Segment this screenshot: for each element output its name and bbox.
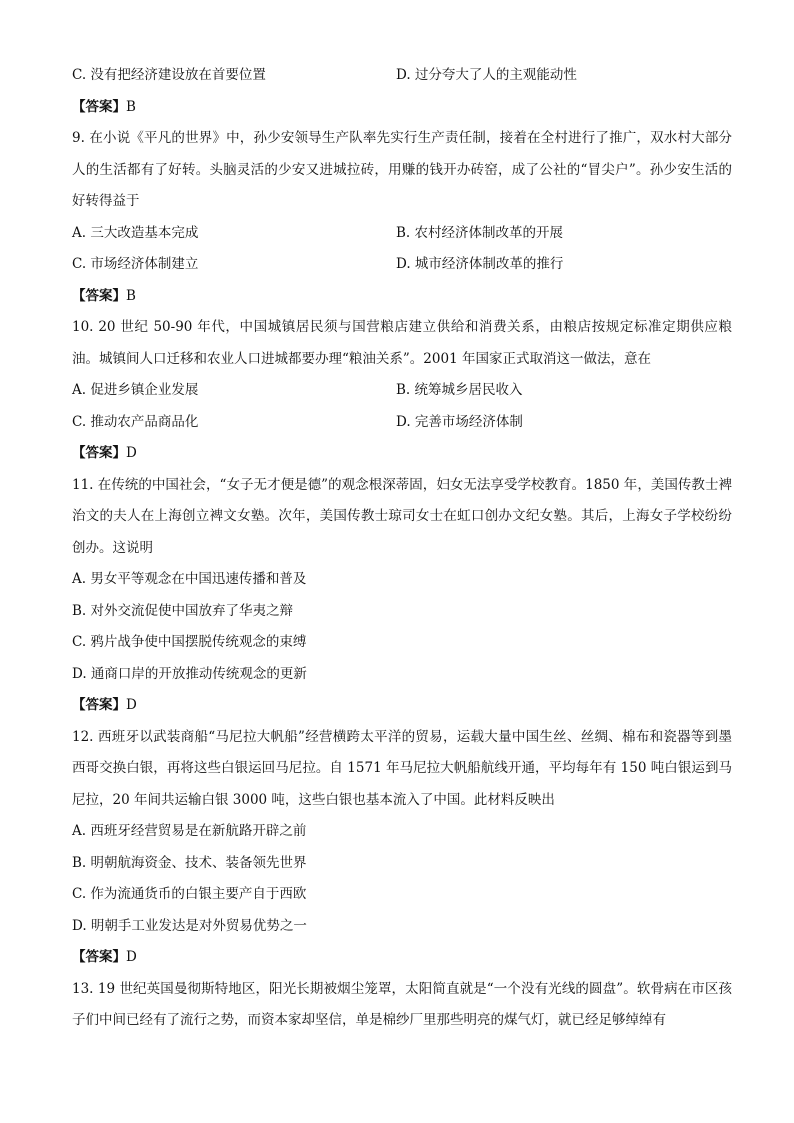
q9-option-d[interactable]: D. 城市经济体制改革的推行 bbox=[396, 256, 564, 272]
answer-value: B bbox=[126, 98, 136, 115]
q12-answer bbox=[72, 942, 732, 974]
q10-option-b[interactable]: B. 统筹城乡居民收入 bbox=[396, 382, 523, 398]
q13-stem: 13. 19 世纪英国曼彻斯特地区，阳光长期被烟尘笼罩，太阳简直就是“一个没有光线的圆盘”。软骨病在市区孩子们中间已经有了流行之势，而资本家却坚信，单是棉纱厂里那些明亮的煤气灯，就已经足够绰绰有 bbox=[72, 980, 732, 1028]
q10-option-d[interactable]: D. 完善市场经济体制 bbox=[396, 413, 523, 430]
q9-options-row-cd bbox=[72, 249, 732, 281]
q11-option-a[interactable]: A. 男女平等观念在中国迅速传播和普及 bbox=[72, 571, 307, 587]
q11-option-d[interactable]: D. 通商口岸的开放推动传统观念的更新 bbox=[72, 665, 307, 682]
q10-option-c[interactable]: C. 推动农产品商品化 bbox=[72, 413, 199, 430]
answer-value: B bbox=[126, 287, 136, 304]
q12-option-b[interactable]: B. 明朝航海资金、技术、装备领先世界 bbox=[72, 854, 307, 871]
answer-value: D bbox=[126, 949, 137, 965]
q8-option-d[interactable]: D. 过分夸大了人的主观能动性 bbox=[396, 67, 577, 83]
q9-option-b[interactable]: B. 农村经济体制改革的开展 bbox=[396, 224, 564, 241]
answer-value: D bbox=[126, 445, 137, 461]
q9-answer bbox=[72, 281, 732, 313]
q9-option-c[interactable]: C. 市场经济体制建立 bbox=[72, 256, 199, 272]
answer-label: 【答案】 bbox=[72, 445, 126, 461]
answer-value: D bbox=[126, 697, 137, 713]
q8-options-row-cd bbox=[72, 60, 732, 92]
answer-label: 【答案】 bbox=[72, 287, 126, 304]
q11-option-b[interactable]: B. 对外交流促使中国放弃了华夷之辩 bbox=[72, 602, 294, 619]
q10-options-row-cd bbox=[72, 407, 732, 439]
q8-answer bbox=[72, 92, 732, 124]
q11-option-c[interactable]: C. 鸦片战争使中国摆脱传统观念的束缚 bbox=[72, 634, 307, 650]
q10-option-a[interactable]: A. 促进乡镇企业发展 bbox=[72, 382, 199, 398]
q10-answer bbox=[72, 438, 732, 470]
q12-option-c[interactable]: C. 作为流通货币的白银主要产自于西欧 bbox=[72, 886, 307, 902]
answer-label: 【答案】 bbox=[72, 697, 126, 713]
q12-stem: 12. 西班牙以武装商船“马尼拉大帆船”经营横跨太平洋的贸易，运载大量中国生丝、丝绸、棉布和瓷器等到墨西哥交换白银，再将这些白银运回马尼拉。自 1571 年马尼拉大帆船航线开通，平均每年有 150 吨白银运到马尼拉，20 年间共运输白银 3000 吨，这些白银也基本流入了中国。此材料反映出 bbox=[72, 728, 732, 808]
q12-option-a[interactable]: A. 西班牙经营贸易是在新航路开辟之前 bbox=[72, 823, 307, 839]
q10-options-row-ab bbox=[72, 375, 732, 407]
answer-label: 【答案】 bbox=[72, 949, 126, 965]
q10-stem: 10. 20 世纪 50-90 年代，中国城镇居民须与国营粮店建立供给和消费关系，由粮店按规定标准定期供应粮油。城镇间人口迁移和农业人口进城都要办理“粮油关系”。2001 年国家正式取消这一做法，意在 bbox=[72, 319, 732, 367]
answer-label: 【答案】 bbox=[72, 98, 126, 115]
q11-stem: 11. 在传统的中国社会，“女子无才便是德”的观念根深蒂固，妇女无法享受学校教育。1850 年，美国传教士裨治文的夫人在上海创立裨文女塾。次年，美国传教士琼司女士在虹口创办文纪女塾。其后，上海女子学校纷纷创办。这说明 bbox=[72, 476, 732, 556]
q12-option-d[interactable]: D. 明朝手工业发达是对外贸易优势之一 bbox=[72, 917, 307, 934]
q8-option-c[interactable]: C. 没有把经济建设放在首要位置 bbox=[72, 67, 266, 83]
q9-stem: 9. 在小说《平凡的世界》中，孙少安领导生产队率先实行生产责任制，接着在全村进行了推广，双水村大部分人的生活都有了好转。头脑灵活的少安又进城拉砖，用赚的钱开办砖窑，成了公社的“冒尖户”。孙少安生活的好转得益于 bbox=[72, 130, 732, 209]
q9-options-row-ab bbox=[72, 218, 732, 250]
document-page bbox=[72, 60, 732, 1037]
q9-option-a[interactable]: A. 三大改造基本完成 bbox=[72, 224, 199, 241]
q11-answer bbox=[72, 690, 732, 722]
